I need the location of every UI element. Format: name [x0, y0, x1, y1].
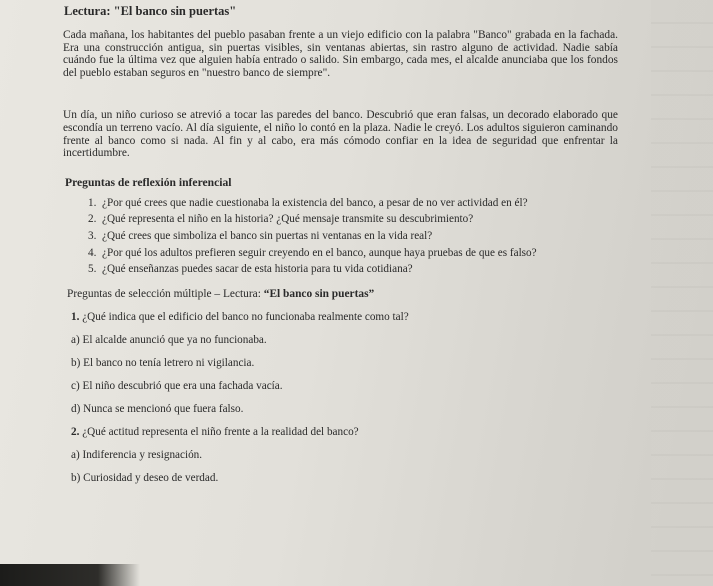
mc-q1-option-a: a) El alcalde anunció que ya no funcionaba. — [71, 333, 267, 346]
reflection-question-2 — [88, 213, 618, 226]
mc-q1-option-c: c) El niño descubrió que era una fachada vacía. — [71, 379, 283, 392]
mc-q1-option-d: d) Nunca se mencionó que fuera falso. — [71, 402, 244, 415]
mc-question-number: 2. — [71, 425, 80, 438]
mc-q2-option-b: b) Curiosidad y deseo de verdad. — [71, 471, 219, 484]
reflection-question-5 — [88, 263, 618, 276]
reflection-section-title: Preguntas de reflexión inferencial — [65, 175, 232, 189]
question-text: ¿Por qué los adultos prefieren seguir creyendo en el banco, aunque haya pruebas de que es falso? — [102, 246, 537, 259]
mc-header-prefix: Preguntas de selección múltiple – Lectura: — [67, 287, 264, 300]
question-number: 2. — [88, 213, 97, 226]
mc-question-2 — [71, 426, 618, 438]
mc-question-text: ¿Qué actitud representa el niño frente a la realidad del banco? — [79, 425, 359, 438]
mc-question-1 — [71, 311, 618, 323]
question-number: 1. — [88, 196, 97, 209]
reading-title: Lectura: "El banco sin puertas" — [64, 4, 237, 18]
question-text: ¿Qué representa el niño en la historia? ¿Qué mensaje transmite su descubrimiento? — [102, 213, 474, 226]
reading-paragraph-1: Cada mañana, los habitantes del pueblo pasaban frente a un viejo edificio con la palabra "Banco" grabada en la fachada. Era una construcción antigua, sin puertas visibles, sin ventanas abiertas, sin rastro alguno de actividad. Nadie sabía cuándo fue la última vez que alguien había entrado o salido. Sin embargo, cada mes, el alcalde anunciaba que los fondos del pueblo estaban seguros en "nuestro banco de siempre". — [63, 29, 618, 79]
multiple-choice-header — [67, 288, 618, 300]
mc-q2-option-a: a) Indiferencia y resignación. — [71, 448, 203, 461]
question-number: 3. — [88, 229, 97, 242]
shadow-strip — [0, 564, 140, 586]
worksheet-content — [58, 4, 618, 495]
question-text: ¿Qué crees que simboliza el banco sin puertas ni ventanas en la vida real? — [102, 229, 433, 242]
question-text: ¿Qué enseñanzas puedes sacar de esta historia para tu vida cotidiana? — [102, 263, 413, 276]
question-number: 5. — [88, 263, 97, 276]
reflection-question-3 — [88, 230, 618, 243]
question-text: ¿Por qué crees que nadie cuestionaba la existencia del banco, a pesar de no ver actividad en él? — [102, 196, 528, 209]
mc-question-text: ¿Qué indica que el edificio del banco no funcionaba realmente como tal? — [79, 310, 409, 323]
page-edge — [651, 0, 713, 586]
reflection-question-4 — [88, 247, 618, 260]
mc-header-title: “El banco sin puertas” — [263, 287, 375, 300]
reflection-question-1 — [88, 197, 618, 210]
reading-paragraph-2: Un día, un niño curioso se atrevió a tocar las paredes del banco. Descubrió que eran falsas, un decorado elaborado que escondía un terreno vacío. Al día siguiente, el niño lo contó en la plaza. Nadie le creyó. Los adultos siguieron caminando frente al banco como si nada. Al fin y al cabo, era más cómodo confiar en la idea de seguridad que enfrentar la incertidumbre. — [63, 109, 618, 160]
question-number: 4. — [88, 246, 97, 259]
reflection-question-list — [58, 197, 618, 276]
mc-question-number: 1. — [71, 310, 80, 323]
mc-q1-option-b: b) El banco no tenía letrero ni vigilancia. — [71, 356, 255, 369]
